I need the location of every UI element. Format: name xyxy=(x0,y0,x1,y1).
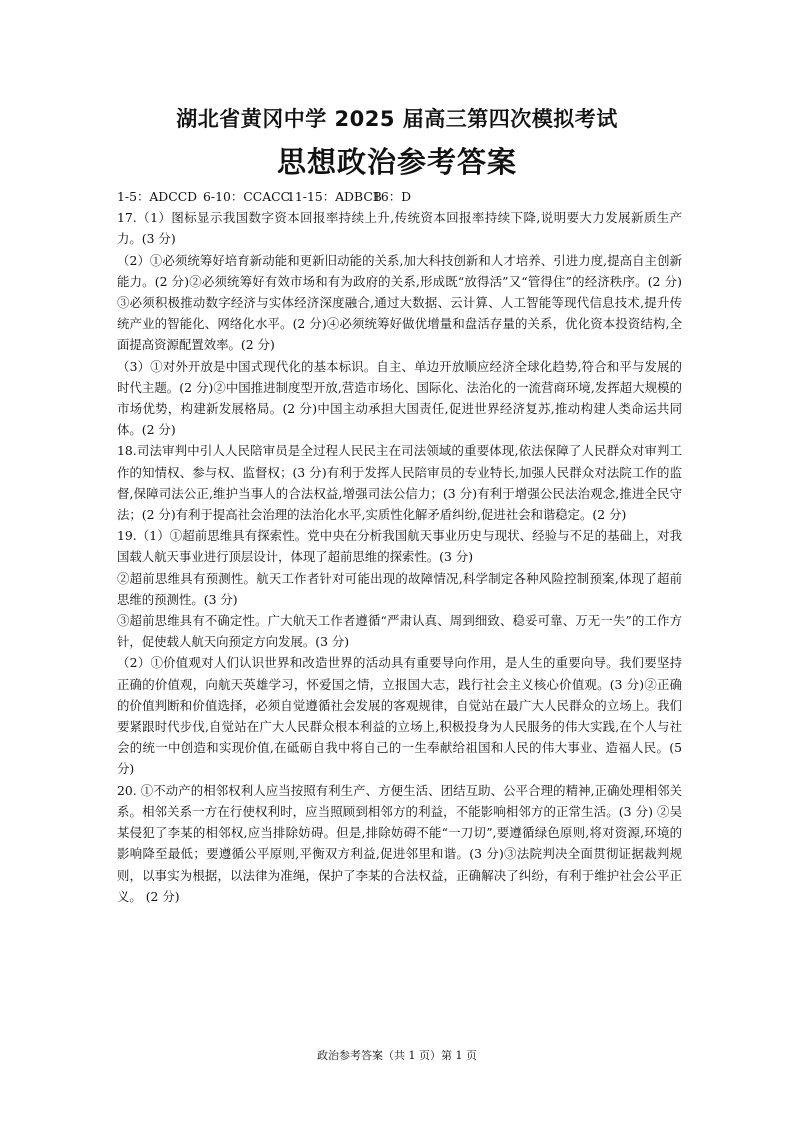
answer-20: 20. ①不动产的相邻权利人应当按照有利生产、方便生活、团结互助、公平合理的精神,正确处理相邻关系。相邻关系一方在行使权利时，应当照顾到相邻方的利益，不能影响相邻方的正常生活。(3 分) ②吴某侵犯了李某的相邻权,应当排除妨碍。但是,排除妨碍不能“一刀切”,要遵循绿色原则,将对资源,环境的影响降至最低；要遵循公平原则,平衡双方利益,促进邻里和谐。(3 分)③法院判决全面贯彻证据裁判规则，以事实为根据，以法律为准绳，保护了李某的合法权益，正确解决了纠纷，有利于维护社会公平正义。 (2 分) xyxy=(117,782,682,904)
choice-answer-1-5: 1-5：ADCCD xyxy=(117,189,198,204)
answer-18: 18.司法审判中引人人民陪审员是全过程人民民主在司法领域的重要体现,依法保障了人民群众对审判工作的知情权、参与权、监督权；(3 分)有利于发挥人民陪审员的专业特长,加强人民群众对法院工作的监督,保障司法公正,维护当事人的合法权益,增强司法公信力；(3 分)有利于增强公民法治观念,推进全民守法；(2 分)有利于提高社会治理的法治化水平,实质性化解矛盾纠纷,促进社会和谐稳定。(2 分) xyxy=(117,443,682,523)
answer-17-2: （2）①必须统筹好培育新动能和更新旧动能的关系,加大科技创新和人才培养、引进力度,提高自主创新能力。(2 分)②必须统筹好有效市场和有为政府的关系,形成既“放得活”又“管得住”的经济秩序。(2 分) ③必须积极推动数字经济与实体经济深度融合,通过大数据、云计算、人工智能等现代信息技术,提升传统产业的智能化、网络化水平。(2 分)④必须统筹好做优增量和盘活存量的关系，优化资本投资结构,全面提高资源配置效率。(2 分) xyxy=(117,252,682,353)
choice-answers xyxy=(117,186,682,207)
answer-19-1-a: 19.（1）①超前思维具有探索性。党中央在分析我国航天事业历史与现状、经验与不足的基础上，对我国载人航天事业进行顶层设计，体现了超前思维的探索性。(3 分) xyxy=(117,528,682,565)
answer-17-3: （3）①对外开放是中国式现代化的基本标识。自主、单边开放顺应经济全球化趋势,符合和平与发展的时代主题。(2 分)②中国推进制度型开放,营造市场化、国际化、法治化的一流营商环境,发挥超大规模的市场优势，构建新发展格局。(2 分)中国主动承担大国责任,促进世界经济复苏,推动构建人类命运共同体。(2 分) xyxy=(117,358,682,438)
answer-19-1-b: ②超前思维具有预测性。航天工作者针对可能出现的故障情况,科学制定各种风险控制预案,体现了超前思维的预测性。(3 分) xyxy=(117,570,682,607)
answer-19-2: （2）①价值观对人们认识世界和改造世界的活动具有重要导向作用，是人生的重要向导。我们要坚持正确的价值观，向航天英雄学习，怀爱国之情，立报国大志，践行社会主义核心价值观。(3 分)②正确的价值判断和价值选择，必须自觉遵循社会发展的客观规律，自觉站在最广大人民群众的立场上。我们要紧跟时代步伐,自觉站在广大人民群众根本利益的立场上,积极投身为人民服务的伟大实践,在个人与社会的统一中创造和实现价值,在砥砺自我中将自己的一生奉献给祖国和人民的伟大事业、造福人民。(5 分) xyxy=(117,655,682,777)
answer-content xyxy=(117,186,682,907)
page-footer: 政治参考答案（共 1 页）第 1 页 xyxy=(317,1049,477,1062)
choice-answer-16: 16：D xyxy=(373,189,412,204)
choice-answer-6-10: 6-10：CCACC xyxy=(203,189,291,204)
answer-19-1-c: ③超前思维具有不确定性。广大航天工作者遵循“严肃认真、周到细致、稳妥可靠、万无一失”的工作方针，促使载人航天向预定方向发展。(3 分) xyxy=(117,613,682,650)
page-subtitle: 思想政治参考答案 xyxy=(276,145,517,179)
page-title: 湖北省黄冈中学 2025 届高三第四次模拟考试 xyxy=(176,107,618,131)
choice-answer-11-15: 11-15：ADBCB xyxy=(287,189,382,204)
answer-17-1: 17.（1）图标显示我国数字资本回报率持续上升,传统资本回报率持续下降,说明要大力发展新质生产力。(3 分) xyxy=(117,210,682,247)
